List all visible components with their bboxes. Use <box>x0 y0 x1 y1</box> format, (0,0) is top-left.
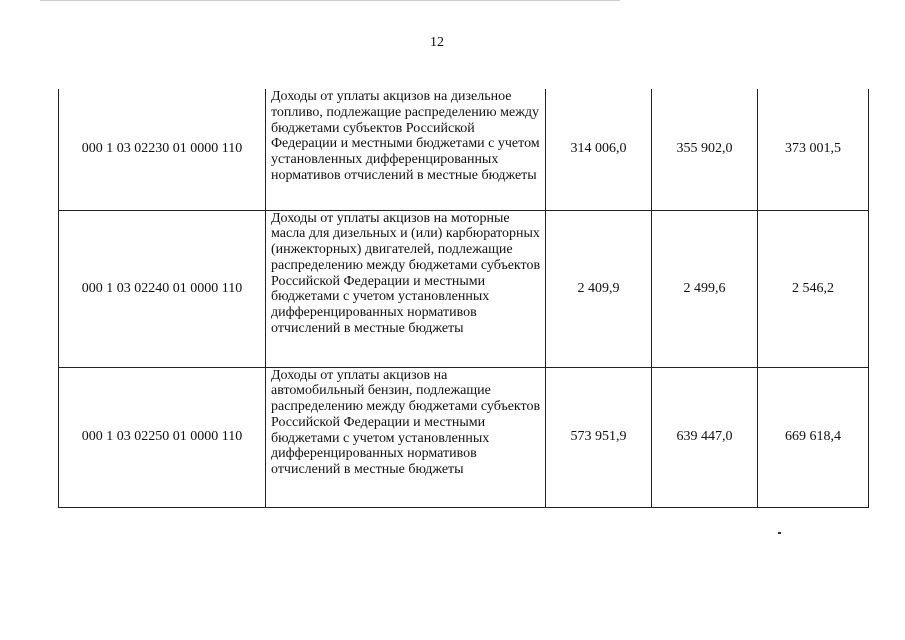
scan-dot-mark <box>778 532 781 534</box>
description-cell: Доходы от уплаты акцизов на автомобильный бензин, подлежащие распределению между бюджетами субъектов Российской Федерации и местными бюджетами с учетом установленных дифференцированных нормативов отчислений в местные бюджеты <box>266 367 546 507</box>
value-cell-year-2: 639 447,0 <box>652 367 758 507</box>
value-cell-year-3: 669 618,4 <box>758 367 869 507</box>
value-cell-year-2: 355 902,0 <box>652 89 758 210</box>
value-cell-year-3: 373 001,5 <box>758 89 869 210</box>
value-cell-year-3: 2 546,2 <box>758 210 869 367</box>
budget-code-cell: 000 1 03 02240 01 0000 110 <box>59 210 266 367</box>
value-cell-year-1: 314 006,0 <box>546 89 652 210</box>
description-cell: Доходы от уплаты акцизов на дизельное топливо, подлежащие распределению между бюджетами субъектов Российской Федерации и местными бюджетами с учетом установленных дифференцированных нормативов отчислений в местные бюджеты <box>266 89 546 210</box>
table-row <box>59 89 869 210</box>
value-cell-year-2: 2 499,6 <box>652 210 758 367</box>
page-number: 12 <box>430 35 444 50</box>
page-top-edge <box>40 0 620 1</box>
budget-code-cell: 000 1 03 02250 01 0000 110 <box>59 367 266 507</box>
budget-code-cell: 000 1 03 02230 01 0000 110 <box>59 89 266 210</box>
revenue-table <box>58 89 869 508</box>
table-row <box>59 210 869 367</box>
value-cell-year-1: 2 409,9 <box>546 210 652 367</box>
description-cell: Доходы от уплаты акцизов на моторные масла для дизельных и (или) карбюраторных (инжекторных) двигателей, подлежащие распределению между бюджетами субъектов Российской Федерации и местными бюджетами с учетом установленных дифференцированных нормативов отчислений в местные бюджеты <box>266 210 546 367</box>
value-cell-year-1: 573 951,9 <box>546 367 652 507</box>
table-row <box>59 367 869 507</box>
